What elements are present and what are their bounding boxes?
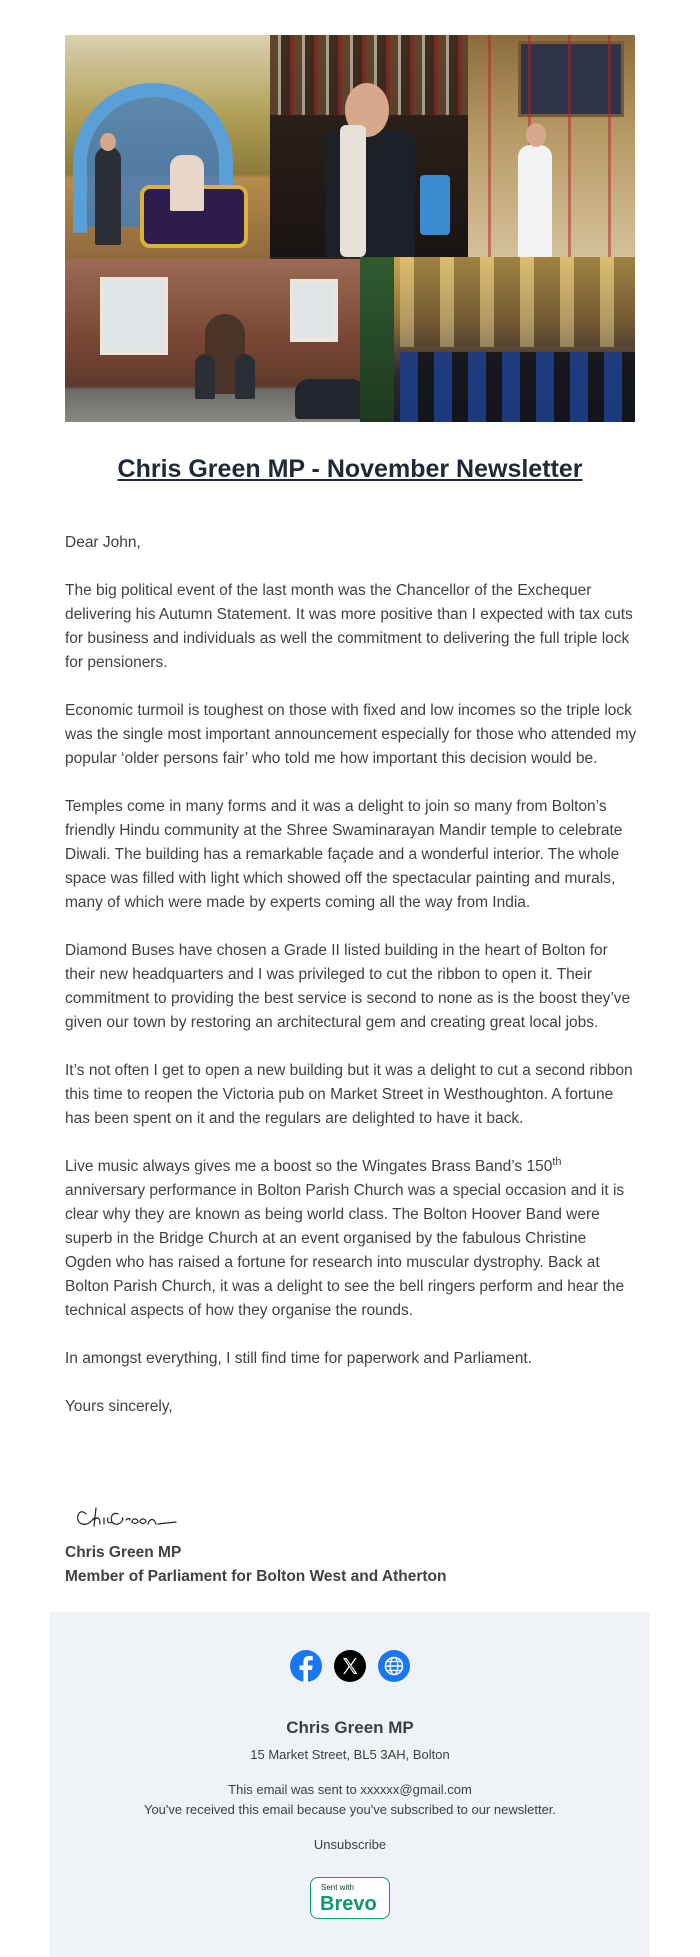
footer-sent-to: This email was sent to xxxxxx@gmail.com	[228, 1782, 472, 1797]
signature-name: Chris Green MP	[65, 1544, 182, 1561]
photo-diwali-temple	[65, 35, 270, 259]
unsubscribe-link[interactable]: Unsubscribe	[313, 1837, 387, 1852]
email-footer	[50, 1612, 650, 1957]
photo-victoria-pub	[270, 35, 468, 257]
brevo-sent-with: Sent with	[321, 1883, 354, 1892]
social-links	[50, 1650, 650, 1684]
x-icon[interactable]	[334, 1650, 366, 1682]
signoff	[65, 1541, 645, 1589]
brevo-badge[interactable]	[310, 1877, 390, 1919]
footer-address: 15 Market Street, BL5 3AH, Bolton	[250, 1747, 450, 1762]
greeting: Dear John,	[65, 534, 141, 551]
closing: Yours sincerely,	[65, 1398, 173, 1415]
paragraph-diamond-buses: Diamond Buses have chosen a Grade II listed building in the heart of Bolton for their new headquarters and I was privileged to cut the ribbon to open it. Their commitment to providing the best service is second to none as is the boost they’ve given our town by restoring an architectural gem and creating great local jobs.	[65, 942, 631, 1031]
paragraph-brass-band: Live music always gives me a boost so the Wingates Brass Band’s 150th anniversary performance in Bolton Parish Church was a special occasion and it is clear why they are known as being world class. The Bolton Hoover Band were superb in the Bridge Church at an event organised by the fabulous Christine Ogden who has raised a fortune for research into muscular dystrophy. Back at Bolton Parish Church, it was a delight to see the bell ringers perform and hear the technical aspects of how they organise the rounds.	[65, 1155, 625, 1319]
paragraph-diwali: Temples come in many forms and it was a delight to join so many from Bolton’s friendly Hindu community at the Shree Swaminarayan Mandir temple to celebrate Diwali. The building has a remarkable façade and a wonderful interior. The whole space was filled with light which showed off the spectacular painting and murals, many of which were made by experts coming all the way from India.	[65, 798, 623, 911]
photo-collage	[65, 35, 635, 422]
newsletter-body	[65, 531, 637, 1443]
photo-brass-band	[360, 257, 635, 422]
paragraph-paperwork: In amongst everything, I still find time for paperwork and Parliament.	[65, 1350, 532, 1367]
globe-icon[interactable]	[378, 1650, 410, 1682]
footer-subscription-reason: You've received this email because you've subscribed to our newsletter.	[143, 1802, 557, 1817]
paragraph-autumn-statement: The big political event of the last month was the Chancellor of the Exchequer delivering his Autumn Statement. It was more positive than I expected with tax cuts for business and individuals as well the commitment to delivering the full triple lock for pensioners.	[65, 582, 633, 671]
signature-role: Member of Parliament for Bolton West and Atherton	[65, 1568, 447, 1585]
photo-diamond-buses	[65, 259, 360, 422]
paragraph-triple-lock: Economic turmoil is toughest on those with fixed and low incomes so the triple lock was the single most important announcement especially for those who attended my popular ‘older persons fair’ who told me how important this decision would be.	[65, 702, 637, 767]
facebook-icon[interactable]	[290, 1650, 322, 1682]
footer-sender-name: Chris Green MP	[286, 1718, 414, 1737]
signature-image	[72, 1496, 182, 1536]
paragraph-victoria-pub: It’s not often I get to open a new building but it was a delight to cut a second ribbon this time to reopen the Victoria pub on Market Street in Westhoughton. A fortune has been spent on it and the regulars are delighted to have it back.	[65, 1062, 633, 1127]
photo-bell-ringers	[468, 35, 635, 257]
brevo-logo: Brevo	[320, 1893, 377, 1915]
page-title: Chris Green MP - November Newsletter	[117, 455, 583, 483]
